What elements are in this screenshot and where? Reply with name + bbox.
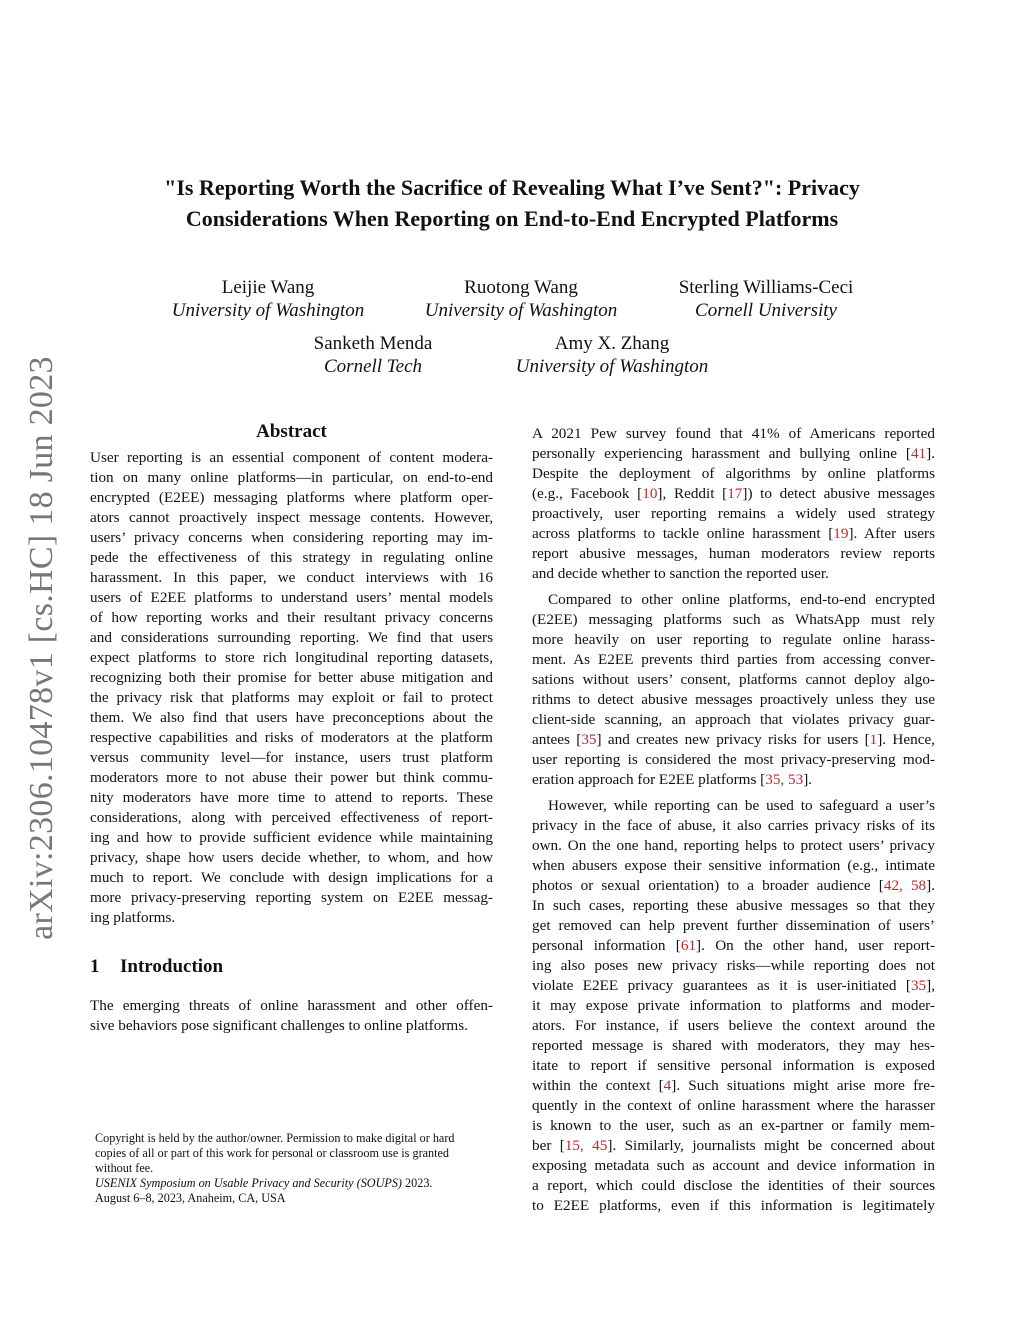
citation-link[interactable]: 15, 45 [564, 1137, 608, 1154]
text-line: of how reporting works and their resultant privacy concerns [90, 609, 493, 626]
text-line: A 2021 Pew survey found that 41% of Americans reported [532, 425, 935, 442]
text-line: sive behaviors pose significant challenges to online platforms. [90, 1017, 468, 1034]
text-line: it may expose private information to platforms and moder- [532, 997, 935, 1014]
text-line: considerations, along with perceived effectiveness of report- [90, 809, 493, 826]
text-line: personal information [61]. On the other hand, user report- [532, 937, 936, 954]
author-affiliation: University of Washington [515, 356, 709, 377]
text-line: nity moderators have more time to attend to reports. These [90, 789, 493, 806]
text-line: privacy in the face of abuse, it also carries privacy risks of its [532, 817, 935, 834]
text-line: ators. For instance, if users believe the context around the [532, 1017, 935, 1034]
text-line: user reporting is considered the most privacy-preserving mod- [532, 751, 935, 768]
text-line: (e.g., Facebook [10], Reddit [17]) to detect abusive messages [532, 485, 935, 502]
citation-link[interactable]: 4 [663, 1077, 672, 1094]
text-line: get removed can help prevent further dissemination of users’ [532, 917, 935, 934]
text-line: report abusive messages, human moderators review reports [532, 545, 935, 562]
text-line: personally experiencing harassment and bullying online [41]. [532, 445, 935, 462]
arxiv-sidebar-stamp [22, 355, 62, 940]
copyright-line: without fee. [95, 1161, 154, 1175]
author-block [636, 276, 896, 322]
text-line: ment. As E2EE prevents third parties from accessing conver- [532, 651, 935, 668]
text-line: ing and how to provide sufficient evidence while maintaining [90, 829, 493, 846]
text-line: itate to report if sensitive personal information is exposed [532, 1057, 935, 1074]
text-line: and considerations surrounding reporting. We find that users [90, 629, 493, 646]
venue-year: 2023. [402, 1176, 433, 1190]
text-line: tion on many online platforms—in particular, on end-to-end [90, 469, 493, 486]
citation-link[interactable]: 35, 53 [765, 771, 804, 788]
author-affiliation: Cornell Tech [324, 356, 422, 377]
text-line: versus community level—for instance, users trust platform [90, 749, 493, 766]
text-line: Despite the deployment of algorithms by online platforms [532, 465, 935, 482]
section-title: Introduction [120, 956, 224, 977]
text-line: (E2EE) messaging platforms such as WhatsApp must rely [532, 611, 935, 628]
text-line: Compared to other online platforms, end-to-end encrypted [548, 591, 935, 608]
text-line: to E2EE platforms, even if this information is legitimately [532, 1197, 935, 1214]
arxiv-id: arXiv:2306.10478v1 [cs.HC] 18 Jun 2023 [23, 355, 60, 940]
venue-dates: August 6–8, 2023, Anaheim, CA, USA [95, 1191, 286, 1205]
author-affiliation: Cornell University [695, 300, 837, 321]
copyright-line: Copyright is held by the author/owner. Permission to make digital or hard [95, 1131, 455, 1145]
text-line: them. We also find that users have preconceptions about the [90, 709, 493, 726]
abstract-heading: Abstract [256, 421, 327, 442]
text-line: the privacy risk that platforms may exploit or fail to protect [90, 689, 493, 706]
paragraph [532, 590, 935, 790]
author-name: Sterling Williams-Ceci [678, 277, 854, 298]
text-line: recognizing both their promise for better abuse mitigation and [90, 669, 493, 686]
text-line: encrypted (E2EE) messaging platforms where platform oper- [90, 489, 493, 506]
author-name: Ruotong Wang [464, 277, 578, 298]
text-line: photos or sexual orientation) to a broader audience [42, 58]. [532, 877, 936, 894]
text-line: ing platforms. [90, 909, 176, 926]
text-line: users of E2EE platforms to understand users’ mental models [90, 589, 493, 606]
text-line: rithms to detect abusive messages proactively unless they use [532, 691, 935, 708]
text-line: and decide whether to sanction the reported user. [532, 565, 829, 582]
right-column-body [532, 424, 935, 1216]
text-line: within the context [4]. Such situations might arise more fre- [532, 1077, 936, 1094]
text-line: moderators more to not abuse their power but think commu- [90, 769, 493, 786]
text-line: users’ privacy concerns when considering reporting may im- [90, 529, 493, 546]
text-line: client-side scanning, an approach that violates privacy guar- [532, 711, 935, 728]
text-line: expect platforms to store rich longitudinal reporting datasets, [90, 649, 493, 666]
text-line: ber [15, 45]. Similarly, journalists might be concerned about [532, 1137, 935, 1154]
text-line: much to report. We conclude with design implications for a [90, 869, 493, 886]
abstract-body [90, 448, 493, 928]
citation-link[interactable]: 42, 58 [883, 877, 927, 894]
copyright-line: copies of all or part of this work for personal or classroom use is granted [95, 1146, 450, 1160]
paragraph [532, 796, 935, 1216]
author-name: Leijie Wang [221, 277, 315, 298]
title-line: Considerations When Reporting on End-to-End Encrypted Platforms [185, 206, 839, 231]
text-line: sations without users’ consent, platforms cannot deploy algo- [532, 671, 935, 688]
citation-link[interactable]: 61 [680, 937, 697, 954]
author-block [391, 276, 651, 322]
text-line: when abusers expose their sensitive information (e.g., intimate [532, 857, 935, 874]
text-line: is known to the user, such as an ex-partner or family mem- [532, 1117, 935, 1134]
text-line: more privacy-preserving reporting system on E2EE messag- [90, 889, 493, 906]
author-block [138, 276, 398, 322]
venue-name: USENIX Symposium on Usable Privacy and Security (SOUPS) [95, 1176, 402, 1190]
venue-line [95, 1176, 495, 1191]
author-affiliation: University of Washington [424, 300, 618, 321]
author-block [243, 332, 503, 378]
text-line: respective capabilities and risks of moderators at the platform [90, 729, 493, 746]
text-line: violate E2EE privacy guarantees as it is user-initiated [35], [532, 977, 935, 994]
text-line: exposing metadata such as account and device information in [532, 1157, 935, 1174]
citation-link[interactable]: 35 [581, 731, 597, 748]
title-line: "Is Reporting Worth the Sacrifice of Revealing What I’ve Sent?": Privacy [164, 175, 860, 200]
citation-link[interactable]: 1 [869, 731, 878, 748]
copyright-notice [95, 1131, 495, 1206]
text-line: privacy, shape how users decide whether, to whom, and how [90, 849, 493, 866]
text-line: pede the effectiveness of this strategy in regulating online [90, 549, 493, 566]
citation-link[interactable]: 35 [910, 977, 927, 994]
text-line: harassment. In this paper, we conduct interviews with 16 [90, 569, 493, 586]
text-line: proactively, user reporting remains a widely used strategy [532, 505, 935, 522]
citation-link[interactable]: 19 [833, 525, 849, 542]
text-line: The emerging threats of online harassment and other offen- [90, 997, 493, 1014]
text-line: reported message is shared with moderators, they may hes- [532, 1037, 935, 1054]
paragraph [532, 424, 935, 584]
author-affiliation: University of Washington [171, 300, 365, 321]
text-line: quently in the context of online harassment where the harasser [532, 1097, 935, 1114]
paper-title [90, 172, 934, 234]
citation-link[interactable]: 41 [910, 445, 927, 462]
section-heading-introduction [90, 956, 223, 978]
text-line: more heavily on user reporting to regulate online harass- [532, 631, 935, 648]
citation-link[interactable]: 10 [642, 485, 658, 502]
author-name: Sanketh Menda [313, 333, 433, 354]
citation-link[interactable]: 17 [727, 485, 743, 502]
text-line: ing also poses new privacy risks—while reporting does not [532, 957, 935, 974]
section-number: 1 [90, 956, 100, 977]
author-name: Amy X. Zhang [554, 333, 670, 354]
text-line: In such cases, reporting these abusive messages so that they [532, 897, 935, 914]
text-line: own. On the one hand, reporting helps to protect users’ privacy [532, 837, 935, 854]
text-line: across platforms to tackle online harassment [19]. After users [532, 525, 935, 542]
intro-body [90, 996, 493, 1036]
text-line: eration approach for E2EE platforms [35, 53]. [532, 771, 813, 788]
text-line: ators cannot proactively inspect message contents. However, [90, 509, 493, 526]
text-line: User reporting is an essential component of content modera- [90, 449, 493, 466]
text-line: a report, which could disclose the identities of their sources [532, 1177, 935, 1194]
author-block [482, 332, 742, 378]
text-line: antees [35] and creates new privacy risks for users [1]. Hence, [532, 731, 935, 748]
text-line: However, while reporting can be used to safeguard a user’s [548, 797, 935, 814]
